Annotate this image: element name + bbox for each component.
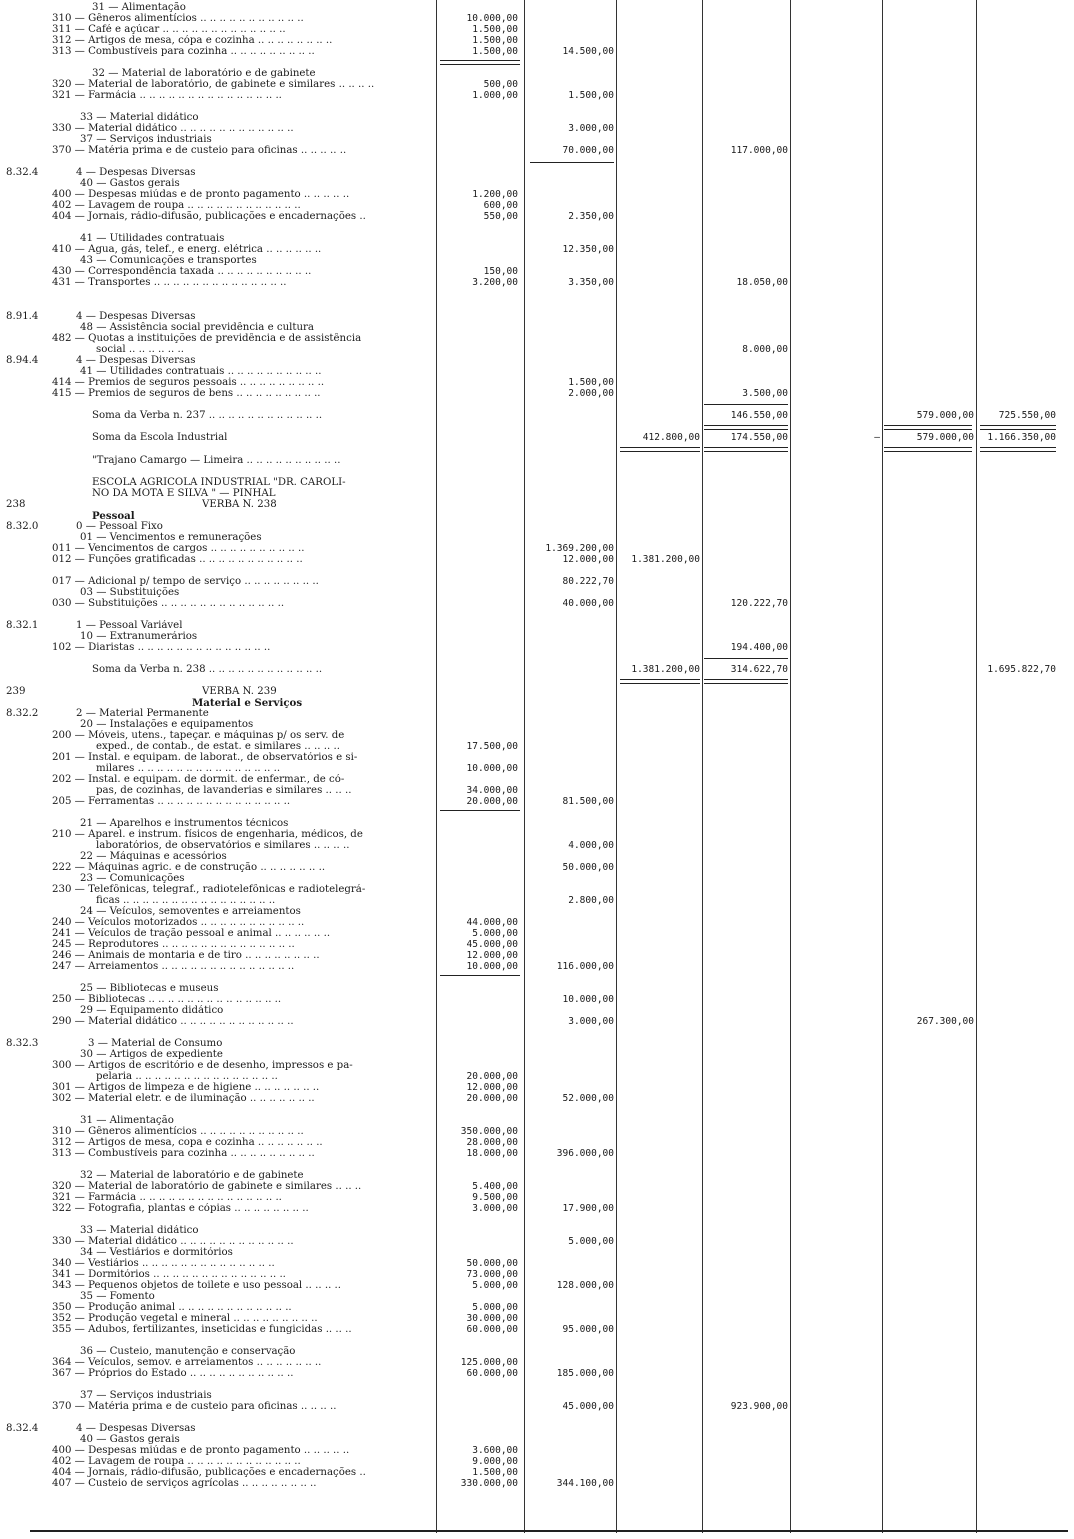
row-description: 0 — Pessoal Fixo <box>76 521 163 532</box>
row-description: 312 — Artigos de mesa, cópa e cozinha .. .. .. .. .. .. .. .. <box>52 35 333 46</box>
row-description: Soma da Escola Industrial <box>92 432 228 443</box>
table-row <box>0 455 1074 467</box>
amount-c1: 14.500,00 <box>562 46 614 57</box>
amount-c0: 60.000,00 <box>466 1324 518 1335</box>
table-row <box>0 1203 1074 1215</box>
row-description: 3 — Material de Consumo <box>88 1038 223 1049</box>
row-description: 20 — Instalações e equipamentos <box>80 719 254 730</box>
amount-c0: 1.500,00 <box>472 46 518 57</box>
amount-c0: 9.000,00 <box>472 1456 518 1467</box>
amount-c0: 10.000,00 <box>466 13 518 24</box>
amount-c0: 45.000,00 <box>466 939 518 950</box>
amount-c3: 3.500,00 <box>742 388 788 399</box>
amount-c0: 28.000,00 <box>466 1137 518 1148</box>
row-description: 312 — Artigos de mesa, copa e cozinha .. .. .. .. .. .. .. <box>52 1137 323 1148</box>
amount-c0: 600,00 <box>483 200 518 211</box>
section-code: 8.32.4 <box>6 167 39 178</box>
row-description: 320 — Material de laboratório de gabinete e similares .. .. .. <box>52 1181 362 1192</box>
row-description: exped., de contab., de estat. e similares .. .. .. .. <box>96 741 340 752</box>
row-description: Pessoal <box>92 510 135 522</box>
row-description: 400 — Despesas miúdas e de pronto pagamento .. .. .. .. .. <box>52 1445 350 1456</box>
amount-c1: 185.000,00 <box>556 1368 614 1379</box>
amount-c0: 44.000,00 <box>466 917 518 928</box>
row-description: Soma da Verba n. 237 .. .. .. .. .. .. .. .. .. .. .. .. <box>92 410 323 421</box>
section-code: 8.32.0 <box>6 521 39 532</box>
amount-c2: 1.381.200,00 <box>631 664 700 675</box>
row-description: 31 — Alimentação <box>80 1115 174 1126</box>
amount-c0: 1.500,00 <box>472 24 518 35</box>
subtotal-rule <box>440 975 520 976</box>
row-description: 313 — Combustíveis para cozinha .. .. .. .. .. .. .. .. .. <box>52 46 315 57</box>
subtotal-rule <box>704 425 788 430</box>
row-description: VERBA N. 238 <box>202 499 277 510</box>
amount-c1: 116.000,00 <box>556 961 614 972</box>
amount-c0: 550,00 <box>483 211 518 222</box>
amount-c0: 18.000,00 <box>466 1148 518 1159</box>
row-description: 4 — Despesas Diversas <box>76 167 196 178</box>
subtotal-rule <box>704 679 788 684</box>
row-description: 330 — Material didático .. .. .. .. .. .. .. .. .. .. .. .. <box>52 1236 294 1247</box>
amount-c1: 81.500,00 <box>562 796 614 807</box>
row-description: 310 — Gêneros alimentícios .. .. .. .. .. .. .. .. .. .. .. <box>52 13 304 24</box>
row-description: 247 — Arreiamentos .. .. .. .. .. .. .. .. .. .. .. .. .. .. <box>52 961 295 972</box>
table-row <box>0 1093 1074 1105</box>
row-description: 250 — Bibliotecas .. .. .. .. .. .. .. .. .. .. .. .. .. .. <box>52 994 282 1005</box>
row-description: 33 — Material didático <box>80 1225 199 1236</box>
row-description: 482 — Quotas a instituições de previdência e de assistência <box>52 333 362 344</box>
amount-c0: 3.200,00 <box>472 277 518 288</box>
amount-c3: 18.050,00 <box>736 277 788 288</box>
row-description: ESCOLA AGRICOLA INDUSTRIAL "DR. CAROLI- <box>92 477 346 488</box>
amount-c0: 1.500,00 <box>472 1467 518 1478</box>
table-row <box>0 642 1074 654</box>
amount-c0: 5.400,00 <box>472 1181 518 1192</box>
section-code: 8.32.2 <box>6 708 39 719</box>
row-description: 241 — Veículos de tração pessoal e animal .. .. .. .. .. .. <box>52 928 331 939</box>
section-code: 8.94.4 <box>6 355 39 366</box>
amount-c3: 120.222,70 <box>730 598 788 609</box>
table-row <box>0 432 1074 444</box>
row-description: 322 — Fotografia, plantas e cópias .. .. .. .. .. .. .. .. <box>52 1203 309 1214</box>
row-description: milares .. .. .. .. .. .. .. .. .. .. .. .. .. .. .. <box>96 763 281 774</box>
table-row <box>0 664 1074 676</box>
row-description: 4 — Despesas Diversas <box>76 355 196 366</box>
row-description: 352 — Produção vegetal e mineral .. .. .. .. .. .. .. .. .. <box>52 1313 318 1324</box>
row-description: 311 — Café e açúcar .. .. .. .. .. .. .. .. .. .. .. .. .. <box>52 24 286 35</box>
amount-c3: 117.000,00 <box>730 145 788 156</box>
section-code: 8.32.1 <box>6 620 39 631</box>
row-description: 350 — Produção animal .. .. .. .. .. .. .. .. .. .. .. .. <box>52 1302 292 1313</box>
row-description: 41 — Utilidades contratuais <box>80 233 225 244</box>
amount-c1: 40.000,00 <box>562 598 614 609</box>
amount-c6: 1.166.350,00 <box>987 432 1056 443</box>
row-description: 341 — Dormitórios .. .. .. .. .. .. .. .. .. .. .. .. .. .. <box>52 1269 286 1280</box>
table-row <box>0 1368 1074 1380</box>
amount-c0: 20.000,00 <box>466 1071 518 1082</box>
row-description: 201 — Instal. e equipam. de laborat., de observatórios e si- <box>52 752 358 763</box>
amount-c1: 1.369.200,00 <box>545 543 614 554</box>
section-code: 8.91.4 <box>6 311 39 322</box>
amount-c1: 4.000,00 <box>568 840 614 851</box>
row-description: 355 — Adubos, fertilizantes, inseticidas e fungicidas .. .. .. <box>52 1324 352 1335</box>
row-description: 202 — Instal. e equipam. de dormit. de enfermar., de có- <box>52 774 345 785</box>
amount-c0: 50.000,00 <box>466 1258 518 1269</box>
row-description: 222 — Máquinas agric. e de construção .. .. .. .. .. .. .. <box>52 862 326 873</box>
row-description: 22 — Máquinas e acessórios <box>80 851 227 862</box>
row-description: 290 — Material didático .. .. .. .. .. .. .. .. .. .. .. .. <box>52 1016 294 1027</box>
row-description: VERBA N. 239 <box>202 686 277 697</box>
amount-c0: 150,00 <box>483 266 518 277</box>
section-code: 8.32.4 <box>6 1423 39 1434</box>
row-description: 313 — Combustíveis para cozinha .. .. .. .. .. .. .. .. .. <box>52 1148 315 1159</box>
row-description: 370 — Matéria prima e de custeio para oficinas .. .. .. .. .. <box>52 145 347 156</box>
row-description: 415 — Premios de seguros de bens .. .. .. .. .. .. .. .. .. <box>52 388 321 399</box>
row-description: 404 — Jornais, rádio-difusão, publicações e encadernações .. <box>52 1467 366 1478</box>
amount-c1: 3.000,00 <box>568 1016 614 1027</box>
row-description: 301 — Artigos de limpeza e de higiene .. .. .. .. .. .. .. <box>52 1082 320 1093</box>
row-description: 31 — Alimentação <box>92 2 186 13</box>
amount-c0: 3.600,00 <box>472 1445 518 1456</box>
row-description: 030 — Substituições .. .. .. .. .. .. .. .. .. .. .. .. .. <box>52 598 285 609</box>
row-description: 210 — Aparel. e instrum. físicos de engenharia, médicos, de <box>52 829 363 840</box>
row-description: 30 — Artigos de expediente <box>80 1049 223 1060</box>
row-description: 43 — Comunicações e transportes <box>80 255 257 266</box>
amount-c0: 1.200,00 <box>472 189 518 200</box>
row-description: laboratórios, de observatórios e similares .. .. .. .. <box>96 840 350 851</box>
amount-c1: 2.350,00 <box>568 211 614 222</box>
row-description: 404 — Jornais, rádio-difusão, publicações e encadernações .. <box>52 211 366 222</box>
table-row <box>0 1148 1074 1160</box>
section-code: 8.32.3 <box>6 1038 39 1049</box>
amount-c3: 923.900,00 <box>730 1401 788 1412</box>
row-description: 102 — Diaristas .. .. .. .. .. .. .. .. .. .. .. .. .. .. <box>52 642 271 653</box>
row-description: 33 — Material didático <box>80 112 199 123</box>
amount-c0: 10.000,00 <box>466 763 518 774</box>
amount-c0: 30.000,00 <box>466 1313 518 1324</box>
amount-c0: 3.000,00 <box>472 1203 518 1214</box>
row-description: 364 — Veículos, semov. e arreiamentos .. .. .. .. .. .. .. <box>52 1357 322 1368</box>
amount-c0: 125.000,00 <box>460 1357 518 1368</box>
amount-c2: 1.381.200,00 <box>631 554 700 565</box>
row-description: 367 — Próprios do Estado .. .. .. .. .. .. .. .. .. .. .. <box>52 1368 294 1379</box>
row-description: 35 — Fomento <box>80 1291 155 1302</box>
amount-c0: 5.000,00 <box>472 928 518 939</box>
amount-c0: 17.500,00 <box>466 741 518 752</box>
row-description: 34 — Vestiários e dormitórios <box>80 1247 233 1258</box>
row-description: 410 — Agua, gás, telef., e energ. elétrica .. .. .. .. .. .. <box>52 244 322 255</box>
amount-c1: 12.000,00 <box>562 554 614 565</box>
row-description: 10 — Extranumerários <box>80 631 198 642</box>
subtotal-rule <box>530 162 614 163</box>
amount-c1: 50.000,00 <box>562 862 614 873</box>
amount-c1: 70.000,00 <box>562 145 614 156</box>
row-description: 302 — Material eletr. e de iluminação .. .. .. .. .. .. .. <box>52 1093 315 1104</box>
row-description: 407 — Custeio de serviços agrícolas .. .. .. .. .. .. .. .. <box>52 1478 317 1489</box>
amount-c1: 344.100,00 <box>556 1478 614 1489</box>
amount-c3: 146.550,00 <box>730 410 788 421</box>
table-row <box>0 961 1074 973</box>
table-row <box>0 90 1074 102</box>
row-description: 4 — Despesas Diversas <box>76 311 196 322</box>
amount-c1: 10.000,00 <box>562 994 614 1005</box>
amount-c5: 579.000,00 <box>916 410 974 421</box>
row-description: 205 — Ferramentas .. .. .. .. .. .. .. .. .. .. .. .. .. .. <box>52 796 291 807</box>
table-row <box>0 211 1074 223</box>
amount-c1: 3.350,00 <box>568 277 614 288</box>
amount-c1: 396.000,00 <box>556 1148 614 1159</box>
row-description: 320 — Material de laboratório, de gabinete e similares .. .. .. .. <box>52 79 375 90</box>
row-description: 343 — Pequenos objetos de toilete e uso pessoal .. .. .. .. <box>52 1280 342 1291</box>
row-description: 370 — Matéria prima e de custeio para oficinas .. .. .. .. <box>52 1401 337 1412</box>
page-bottom-rule <box>30 1530 1068 1532</box>
row-description: 40 — Gastos gerais <box>80 178 180 189</box>
subtotal-rule <box>704 404 788 405</box>
subtotal-rule <box>884 447 972 452</box>
amount-c1: 80.222,70 <box>562 576 614 587</box>
amount-c1: 2.000,00 <box>568 388 614 399</box>
row-description: 230 — Telefônicas, telegraf., radiotelefônicas e radiotelegrá- <box>52 884 366 895</box>
table-row <box>0 598 1074 610</box>
row-description: 246 — Animais de montaria e de tiro .. .. .. .. .. .. .. .. <box>52 950 320 961</box>
amount-c3: 8.000,00 <box>742 344 788 355</box>
row-description: 23 — Comunicações <box>80 873 185 884</box>
row-description: 32 — Material de laboratório e de gabinete <box>92 68 316 79</box>
amount-c0: 12.000,00 <box>466 950 518 961</box>
amount-c1: 52.000,00 <box>562 1093 614 1104</box>
row-description: 25 — Bibliotecas e museus <box>80 983 219 994</box>
row-description: 300 — Artigos de escritório e de desenho, impressos e pa- <box>52 1060 353 1071</box>
amount-c1: 1.500,00 <box>568 90 614 101</box>
amount-c1: 95.000,00 <box>562 1324 614 1335</box>
section-code: 239 <box>6 686 26 697</box>
amount-c5: 267.300,00 <box>916 1016 974 1027</box>
row-description: 310 — Gêneros alimentícios .. .. .. .. .. .. .. .. .. .. .. <box>52 1126 304 1137</box>
amount-c0: 20.000,00 <box>466 1093 518 1104</box>
amount-c6: 725.550,00 <box>998 410 1056 421</box>
subtotal-rule <box>440 60 520 65</box>
row-description: ficas .. .. .. .. .. .. .. .. .. .. .. .. .. .. .. .. <box>96 895 276 906</box>
section-code: 238 <box>6 499 26 510</box>
row-description: 017 — Adicional p/ tempo de serviço .. .. .. .. .. .. .. .. <box>52 576 319 587</box>
row-description: 37 — Serviços industriais <box>80 1390 212 1401</box>
row-description: 37 — Serviços industriais <box>80 134 212 145</box>
subtotal-rule <box>440 810 520 811</box>
amount-c0: 5.000,00 <box>472 1280 518 1291</box>
subtotal-rule <box>980 447 1056 452</box>
row-description: 36 — Custeio, manutenção e conservação <box>80 1346 296 1357</box>
row-description: pas, de cozinhas, de lavanderias e similares .. .. .. <box>96 785 352 796</box>
table-row <box>0 388 1074 400</box>
row-description: 321 — Farmácia .. .. .. .. .. .. .. .. .. .. .. .. .. .. .. <box>52 1192 282 1203</box>
row-description: 400 — Despesas miúdas e de pronto pagamento .. .. .. .. .. <box>52 189 350 200</box>
table-row <box>0 1324 1074 1336</box>
row-description: 245 — Reprodutores .. .. .. .. .. .. .. .. .. .. .. .. .. .. <box>52 939 295 950</box>
amount-c1: 3.000,00 <box>568 123 614 134</box>
amount-c1: 1.500,00 <box>568 377 614 388</box>
amount-c5: 579.000,00 <box>916 432 974 443</box>
row-description: 1 — Pessoal Variável <box>76 620 183 631</box>
amount-c0: 34.000,00 <box>466 785 518 796</box>
row-description: 340 — Vestiários .. .. .. .. .. .. .. .. .. .. .. .. .. .. <box>52 1258 275 1269</box>
row-description: NO DA MOTA E SILVA " — PINHAL <box>92 488 276 499</box>
amount-c6: 1.695.822,70 <box>987 664 1056 675</box>
amount-c0: 12.000,00 <box>466 1082 518 1093</box>
amount-c1: 128.000,00 <box>556 1280 614 1291</box>
row-description: Material e Serviços <box>192 697 303 709</box>
table-row <box>0 554 1074 566</box>
row-description: 200 — Móveis, utens., tapeçar. e máquinas p/ os serv. de <box>52 730 345 741</box>
amount-c0: 60.000,00 <box>466 1368 518 1379</box>
amount-c0: 1.500,00 <box>472 35 518 46</box>
subtotal-rule <box>620 679 700 684</box>
amount-c3: 194.400,00 <box>730 642 788 653</box>
row-description: 011 — Vencimentos de cargos .. .. .. .. .. .. .. .. .. .. <box>52 543 305 554</box>
amount-c1: 2.800,00 <box>568 895 614 906</box>
subtotal-rule <box>980 425 1056 430</box>
row-description: social .. .. .. .. .. .. <box>96 344 184 355</box>
row-description: 430 — Correspondência taxada .. .. .. .. .. .. .. .. .. .. <box>52 266 312 277</box>
row-description: 24 — Veículos, semoventes e arreiamentos <box>80 906 301 917</box>
amount-c1: 12.350,00 <box>562 244 614 255</box>
row-description: 330 — Material didático .. .. .. .. .. .. .. .. .. .. .. .. <box>52 123 294 134</box>
table-row <box>0 1016 1074 1028</box>
table-row <box>0 277 1074 289</box>
amount-c0: 9.500,00 <box>472 1192 518 1203</box>
amount-c0: 1.000,00 <box>472 90 518 101</box>
amount-c2: 412.800,00 <box>642 432 700 443</box>
row-description: 2 — Material Permanente <box>76 708 209 719</box>
amount-c0: 330.000,00 <box>460 1478 518 1489</box>
row-description: 431 — Transportes .. .. .. .. .. .. .. .. .. .. .. .. .. .. <box>52 277 287 288</box>
table-row <box>0 1401 1074 1413</box>
amount-c4: — <box>874 432 880 443</box>
amount-c1: 17.900,00 <box>562 1203 614 1214</box>
amount-c3: 314.622,70 <box>730 664 788 675</box>
row-description: 414 — Premios de seguros pessoais .. .. .. .. .. .. .. .. .. <box>52 377 325 388</box>
row-description: 402 — Lavagem de roupa .. .. .. .. .. .. .. .. .. .. .. .. <box>52 200 301 211</box>
table-row <box>0 145 1074 157</box>
row-description: "Trajano Camargo — Limeira .. .. .. .. .. .. .. .. .. .. <box>92 455 341 466</box>
subtotal-rule <box>620 447 700 452</box>
amount-c1: 5.000,00 <box>568 1236 614 1247</box>
row-description: 4 — Despesas Diversas <box>76 1423 196 1434</box>
amount-c3: 174.550,00 <box>730 432 788 443</box>
amount-c0: 20.000,00 <box>466 796 518 807</box>
row-description: 29 — Equipamento didático <box>80 1005 224 1016</box>
subtotal-rule <box>884 425 972 430</box>
amount-c0: 5.000,00 <box>472 1302 518 1313</box>
row-description: 321 — Farmácia .. .. .. .. .. .. .. .. .. .. .. .. .. .. .. <box>52 90 282 101</box>
subtotal-rule <box>704 447 788 452</box>
row-description: Soma da Verba n. 238 .. .. .. .. .. .. .. .. .. .. .. .. <box>92 664 323 675</box>
row-description: pelaria .. .. .. .. .. .. .. .. .. .. .. .. .. .. .. <box>96 1071 278 1082</box>
row-description: 41 — Utilidades contratuais .. .. .. .. .. .. .. .. .. .. <box>80 366 322 377</box>
row-description: 48 — Assistência social previdência e cultura <box>80 322 314 333</box>
table-row <box>0 1478 1074 1490</box>
subtotal-rule <box>704 658 788 659</box>
amount-c0: 350.000,00 <box>460 1126 518 1137</box>
row-description: 32 — Material de laboratório e de gabinete <box>80 1170 304 1181</box>
row-description: 402 — Lavagem de roupa .. .. .. .. .. .. .. .. .. .. .. .. <box>52 1456 301 1467</box>
amount-c1: 45.000,00 <box>562 1401 614 1412</box>
row-description: 21 — Aparelhos e instrumentos técnicos <box>80 818 289 829</box>
row-description: 40 — Gastos gerais <box>80 1434 180 1445</box>
table-row <box>0 46 1074 58</box>
table-row <box>0 410 1074 422</box>
table-row <box>0 796 1074 808</box>
row-description: 240 — Veículos motorizados .. .. .. .. .. .. .. .. .. .. .. <box>52 917 305 928</box>
row-description: 01 — Vencimentos e remunerações <box>80 532 262 543</box>
row-description: 012 — Funções gratificadas .. .. .. .. .. .. .. .. .. .. .. <box>52 554 303 565</box>
amount-c0: 10.000,00 <box>466 961 518 972</box>
row-description: 03 — Substituições <box>80 587 180 598</box>
amount-c0: 73.000,00 <box>466 1269 518 1280</box>
amount-c0: 500,00 <box>483 79 518 90</box>
